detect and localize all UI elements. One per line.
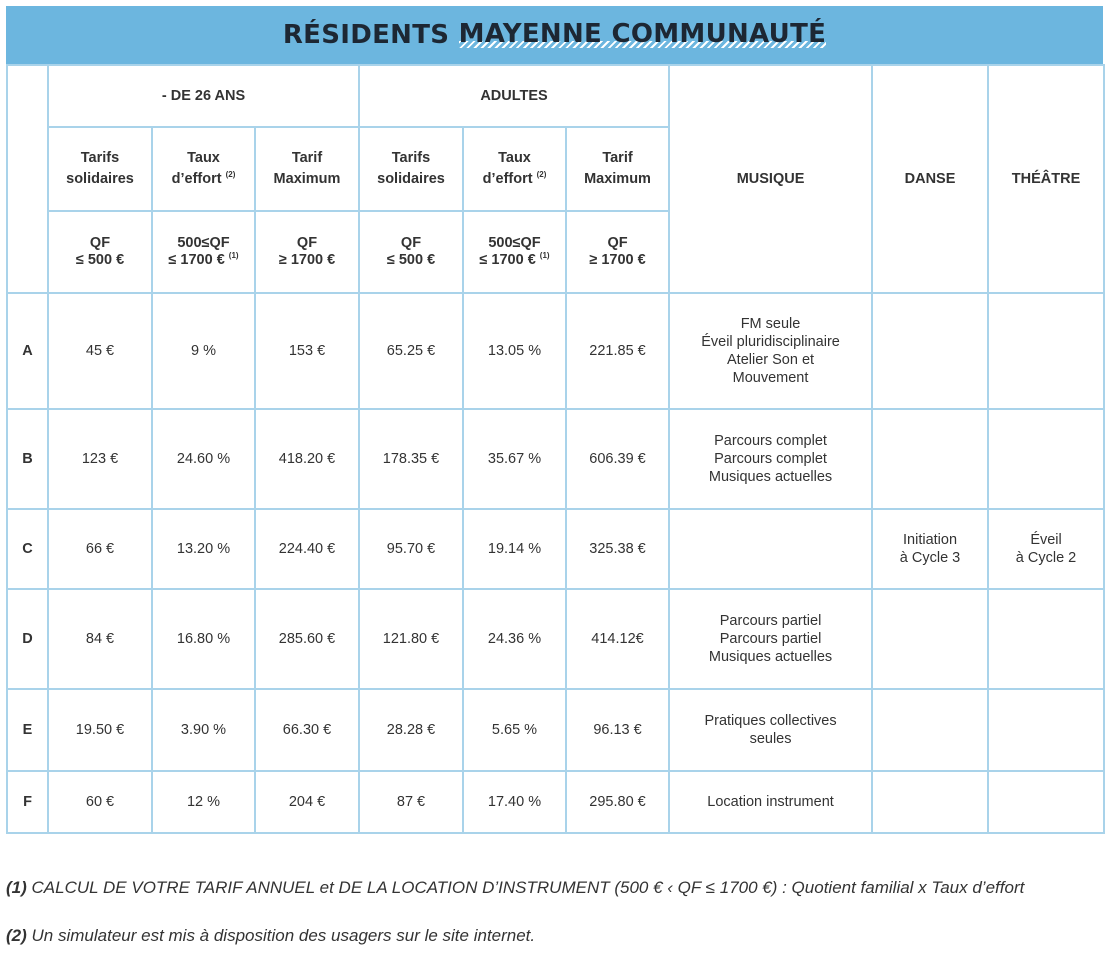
row-label: A <box>7 293 48 409</box>
col-header-line: Tarifs <box>391 150 431 166</box>
musique-cell <box>669 771 872 833</box>
price-cell: 45 € <box>48 293 152 409</box>
col-header-tarifs-solidaires <box>48 127 152 211</box>
theatre-cell <box>988 589 1104 689</box>
price-cell: 28.28 € <box>359 689 463 771</box>
qf-line: ≤ 500 € <box>75 252 125 268</box>
musique-cell <box>669 409 872 509</box>
price-cell: 24.60 % <box>152 409 255 509</box>
qf-low-cell <box>359 211 463 293</box>
qf-line: QF <box>89 235 111 251</box>
theatre-cell <box>988 689 1104 771</box>
col-header-line: d’effort <box>171 171 222 187</box>
col-header-taux-effort <box>152 127 255 211</box>
price-cell: 17.40 % <box>463 771 566 833</box>
musique-line: FM seule <box>740 316 801 332</box>
price-cell: 65.25 € <box>359 293 463 409</box>
musique-cell <box>669 689 872 771</box>
col-header-tarif-maximum <box>255 127 359 211</box>
col-header-danse: DANSE <box>872 65 988 293</box>
qf-line: QF <box>296 235 318 251</box>
table-row <box>7 589 1104 689</box>
price-cell: 221.85 € <box>566 293 669 409</box>
col-header-theatre: THÉÂTRE <box>988 65 1104 293</box>
col-header-line: Taux <box>498 150 531 166</box>
col-header-line: solidaires <box>66 171 134 187</box>
price-cell: 414.12€ <box>566 589 669 689</box>
price-cell: 9 % <box>152 293 255 409</box>
musique-line: Parcours complet <box>714 433 827 449</box>
qf-high-cell <box>255 211 359 293</box>
footnote-ref: (1) <box>539 251 550 261</box>
col-header-line: Tarif <box>602 150 633 166</box>
theatre-line: à Cycle 2 <box>1015 550 1077 566</box>
group-header-adults: ADULTES <box>359 65 669 127</box>
col-header-line: Tarif <box>291 150 323 166</box>
price-cell: 35.67 % <box>463 409 566 509</box>
price-cell: 19.14 % <box>463 509 566 589</box>
danse-line: Initiation <box>903 532 958 548</box>
price-cell: 5.65 % <box>463 689 566 771</box>
musique-cell <box>669 589 872 689</box>
qf-line: ≥ 1700 € <box>278 252 336 268</box>
musique-line: Musiques actuelles <box>708 469 833 485</box>
musique-line: Parcours complet <box>714 451 827 467</box>
danse-cell <box>872 689 988 771</box>
musique-line: Parcours partiel <box>719 631 822 647</box>
musique-line: seules <box>749 731 792 747</box>
footnote-2 <box>6 924 1111 948</box>
row-label: F <box>7 771 48 833</box>
musique-line: Musiques actuelles <box>708 649 833 665</box>
price-cell: 178.35 € <box>359 409 463 509</box>
qf-mid-cell <box>463 211 566 293</box>
col-header-line: solidaires <box>377 171 445 187</box>
danse-cell <box>872 293 988 409</box>
tariff-table <box>6 64 1105 834</box>
danse-cell <box>872 409 988 509</box>
theatre-cell <box>988 509 1104 589</box>
footnote-1-mark: (1) <box>6 878 27 897</box>
theatre-line: Éveil <box>1030 532 1062 548</box>
musique-line: Atelier Son et <box>727 352 815 368</box>
footnotes <box>6 876 1111 972</box>
col-header-line: Taux <box>187 150 220 166</box>
col-header-line: Maximum <box>273 171 341 187</box>
col-header-line: Tarifs <box>80 150 120 166</box>
corner-cell <box>7 65 48 293</box>
qf-line: 500≤QF <box>488 235 541 251</box>
danse-line: à Cycle 3 <box>899 550 961 566</box>
col-header-line: d’effort <box>482 171 533 187</box>
price-cell: 19.50 € <box>48 689 152 771</box>
price-cell: 13.05 % <box>463 293 566 409</box>
title-mayenne-communaute: MAYENNE COMMUNAUTÉ <box>458 19 827 49</box>
row-label: E <box>7 689 48 771</box>
col-header-tarifs-solidaires <box>359 127 463 211</box>
row-label: D <box>7 589 48 689</box>
qf-line: ≤ 1700 € <box>168 252 225 268</box>
price-cell: 87 € <box>359 771 463 833</box>
qf-high-cell <box>566 211 669 293</box>
price-cell: 295.80 € <box>566 771 669 833</box>
footnote-ref: (1) <box>228 251 239 261</box>
row-label: B <box>7 409 48 509</box>
qf-line: ≤ 1700 € <box>479 252 536 268</box>
price-cell: 121.80 € <box>359 589 463 689</box>
col-header-taux-effort <box>463 127 566 211</box>
col-header-line: Maximum <box>584 171 651 187</box>
danse-cell <box>872 509 988 589</box>
table-row <box>7 689 1104 771</box>
price-cell: 96.13 € <box>566 689 669 771</box>
footnote-1 <box>6 876 1111 900</box>
qf-line: ≥ 1700 € <box>589 252 646 268</box>
musique-line: Mouvement <box>732 370 809 386</box>
musique-cell <box>669 509 872 589</box>
theatre-cell <box>988 409 1104 509</box>
price-cell: 153 € <box>255 293 359 409</box>
price-cell: 13.20 % <box>152 509 255 589</box>
price-cell: 285.60 € <box>255 589 359 689</box>
price-cell: 325.38 € <box>566 509 669 589</box>
footnote-1-text: CALCUL DE VOTRE TARIF ANNUEL et DE LA LOCATION D’INSTRUMENT (500 € ‹ QF ≤ 1700 €) : Quotient familial x Taux d’effort <box>31 878 1025 897</box>
price-cell: 418.20 € <box>255 409 359 509</box>
qf-line: ≤ 500 € <box>386 252 436 268</box>
price-cell: 606.39 € <box>566 409 669 509</box>
price-cell: 16.80 % <box>152 589 255 689</box>
table-row <box>7 293 1104 409</box>
qf-mid-cell <box>152 211 255 293</box>
musique-line: Location instrument <box>707 794 834 810</box>
qf-low-cell <box>48 211 152 293</box>
musique-line: Éveil pluridisciplinaire <box>701 334 840 350</box>
price-cell: 95.70 € <box>359 509 463 589</box>
price-cell: 60 € <box>48 771 152 833</box>
theatre-cell <box>988 293 1104 409</box>
table-title-banner <box>6 6 1103 64</box>
qf-line: QF <box>400 235 422 251</box>
table-row <box>7 771 1104 833</box>
price-cell: 66 € <box>48 509 152 589</box>
musique-line: Pratiques collectives <box>704 713 837 729</box>
footnote-2-mark: (2) <box>6 926 27 945</box>
row-label: C <box>7 509 48 589</box>
col-header-musique: MUSIQUE <box>669 65 872 293</box>
danse-cell <box>872 589 988 689</box>
col-header-tarif-maximum <box>566 127 669 211</box>
footnote-ref: (2) <box>536 170 547 180</box>
theatre-cell <box>988 771 1104 833</box>
qf-line: QF <box>607 235 628 251</box>
table-row <box>7 509 1104 589</box>
price-cell: 123 € <box>48 409 152 509</box>
price-cell: 12 % <box>152 771 255 833</box>
footnote-ref: (2) <box>225 170 236 180</box>
price-cell: 66.30 € <box>255 689 359 771</box>
price-cell: 3.90 % <box>152 689 255 771</box>
footnote-2-text: Un simulateur est mis à disposition des usagers sur le site internet. <box>31 926 536 945</box>
musique-line: Parcours partiel <box>719 613 822 629</box>
price-cell: 224.40 € <box>255 509 359 589</box>
price-cell: 84 € <box>48 589 152 689</box>
table-row <box>7 409 1104 509</box>
qf-line: 500≤QF <box>177 235 230 251</box>
musique-cell <box>669 293 872 409</box>
price-cell: 204 € <box>255 771 359 833</box>
group-header-under-26: - DE 26 ANS <box>48 65 359 127</box>
price-cell: 24.36 % <box>463 589 566 689</box>
danse-cell <box>872 771 988 833</box>
title-residents: RÉSIDENTS <box>282 20 450 50</box>
